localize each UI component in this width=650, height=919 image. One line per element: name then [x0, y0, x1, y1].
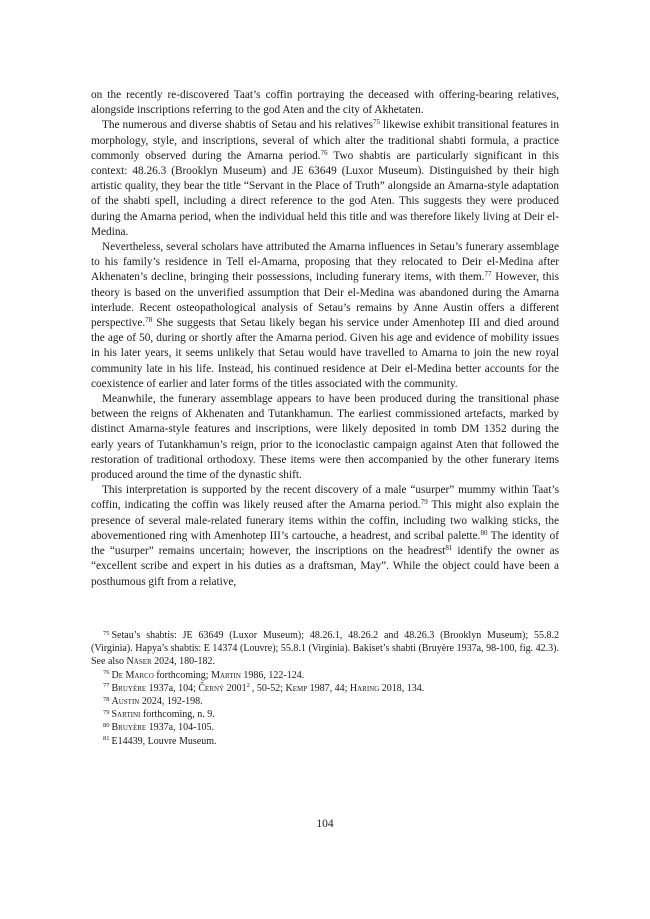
paragraph: on the recently re-discovered Taat’s coffin portraying the deceased with offering-bearing relatives, alongside inscriptions referring to the god Aten and the city of Akhetaten. — [91, 89, 559, 117]
footnote: $^{79}$ Sartini forthcoming, n. 9. — [103, 708, 215, 721]
footnote: $^{77}$ Bruyère 1937a, 104; Černý 2001$^2$ , 50-52; Kemp 1987, 44; Haring 2018, 134. — [103, 682, 425, 694]
body-text — [91, 88, 559, 590]
footnote: $^{75}$ Setau’s shabtis: JE 63649 (Luxor Museum); 48.26.1, 48.26.2 and 48.26.3 (Brooklyn Museum); 55.8.2 (Virginia). Hapya’s shabtis: E 14374 (Louvre); 55.8.1 (Virginia). Bakiset’s shabti (Bruyère 1937a, 98-100, fig. 42.3). See also Näser 2024, 180-182. — [91, 629, 559, 668]
footnote: $^{81}$ E14439, Louvre Museum. — [103, 735, 217, 747]
footnotes — [91, 629, 559, 748]
paragraph: This interpretation is supported by the recent discovery of a male “usurper” mummy within Taat’s coffin, indicating the coffin was likely reused after the Amarna period.$^{79}$ This might also explain the presence of several male-related funerary items within the coffin, including two walking sticks, the abovementioned ring with Amenhotep III’s cartouche, a headrest, and scribal palette.$^{80}$ The identity of the “usurper” remains uncertain; however, the inscriptions on the headrest$^{81}$ identify the owner as “excellent scribe and expert in his duties as a draftsman, May”. While the object could have been a posthumous gift from a relative, — [91, 484, 559, 588]
paragraph: The numerous and diverse shabtis of Setau and his relatives$^{75}$ likewise exhibit transitional features in morphology, style, and inscriptions, several of which alter the traditional shabti formula, a practice commonly observed during the Amarna period.$^{76}$ Two shabtis are particularly significant in this context: 48.26.3 (Brooklyn Museum) and JE 63649 (Luxor Museum). Distinguished by their high artistic quality, they bear the title “Servant in the Place of Truth” alongside an Amarna-style adaptation of the shabti spell, including a direct reference to the god Aten. This suggests they were produced during the Amarna period, when the individual held this title and was therefore likely living at Deir el-Medina. — [91, 118, 559, 238]
footnote-ref[interactable]: 80 — [480, 528, 488, 537]
footnote-ref[interactable]: 75 — [373, 118, 380, 127]
footnote: $^{80}$ Bruyère 1937a, 104-105. — [103, 721, 214, 734]
footnote: $^{78}$ Austin 2024, 192-198. — [103, 695, 203, 708]
paragraph: Nevertheless, several scholars have attributed the Amarna influences in Setau’s funerary assemblage to his family’s residence in Tell el-Amarna, proposing that they relocated to Deir el-Medina after Akhenaten’s decline, bringing their possessions, including funerary items, with them.$^{77}$ However, this theory is based on the unverified assumption that Deir el-Medina was abandoned during the Amarna interlude. Recent osteopathological analysis of Setau’s remains by Anne Austin offers a different perspective.$^{78}$ She suggests that Setau likely began his service under Amenhotep III and died around the age of 50, during or shortly after the Amarna period. Given his age and evidence of mobility issues in his later years, it seems unlikely that Setau would have travelled to Amarna to join the new royal community late in his life. Instead, his continued residence at Deir el-Medina better accounts for the coexistence of earlier and later forms of the titles associated with the community. — [91, 241, 560, 390]
paragraph: Meanwhile, the funerary assemblage appears to have been produced during the transitional phase between the reigns of Akhenaten and Tutankhamun. The earliest commissioned artefacts, marked by distinct Amarna-style features and inscriptions, were likely deposited in tomb DM 1352 during the early years of Tutankhamun’s reign, prior to the iconoclastic campaign against Aten that followed the restoration of traditional orthodoxy. These items were then accompanied by the other funerary items produced around the time of the dynastic shift. — [91, 393, 559, 482]
footnote: $^{76}$ De Marco forthcoming; Martin 1986, 122-124. — [103, 669, 305, 681]
footnote-ref[interactable]: 76 — [320, 148, 328, 157]
footnote-ref[interactable]: 78 — [145, 316, 153, 325]
footnote-ref[interactable]: 77 — [484, 270, 492, 279]
footnote-ref[interactable]: 81 — [445, 544, 453, 553]
footnote-ref[interactable]: 79 — [420, 498, 428, 507]
page-number: 104 — [316, 818, 334, 830]
